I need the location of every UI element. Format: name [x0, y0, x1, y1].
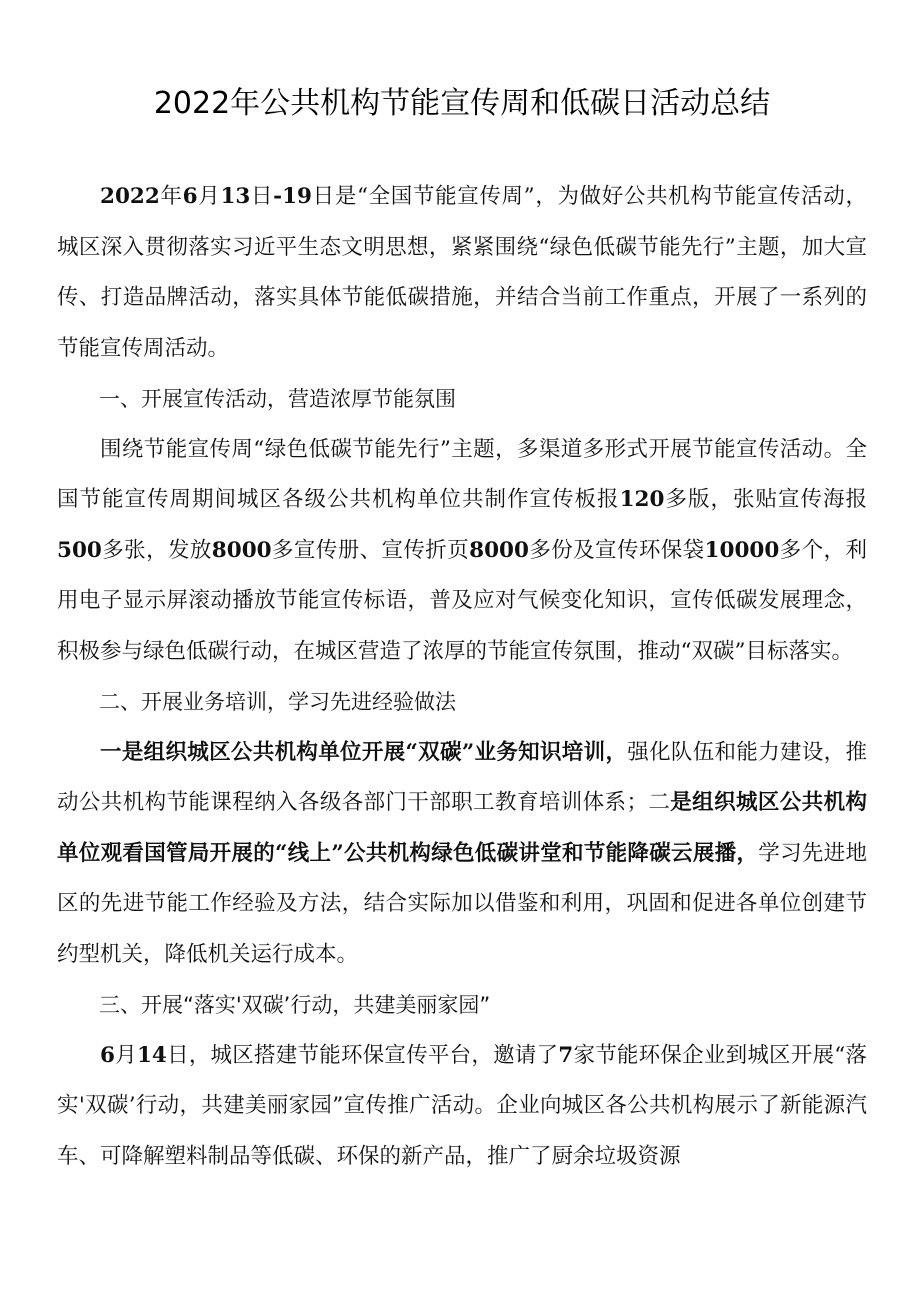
section1-paragraph [57, 425, 867, 678]
section3-paragraph [57, 1031, 867, 1183]
intro-day-end: -19 [273, 184, 313, 209]
intro-text-2: 月 [197, 184, 221, 209]
section1-num-bags: 10000 [704, 537, 780, 563]
document-title: 2022年公共机构节能宣传周和低碳日活动总结 [153, 86, 771, 121]
section3-company-count: 7 [558, 1042, 574, 1068]
section1-num-leaflets: 8000 [469, 537, 529, 563]
section2-text-2: 学习先进地区的先进节能工作经验及方法，结合实际加以借鉴和利用，巩固和促进各单位创建节约型机关，降低机关运行成本。 [57, 840, 867, 967]
intro-text-1: 年 [159, 184, 183, 209]
intro-month: 6 [182, 184, 198, 209]
document-body [57, 172, 867, 1182]
intro-paragraph [57, 172, 867, 374]
section1-num-boards: 120 [619, 487, 665, 512]
section3-heading: 三、开展“落实'双碳’行动，共建美丽家园” [99, 993, 491, 1017]
section1-text-3: 多张，发放 [101, 537, 212, 563]
section2-bold-1: 一是组织城区公共机构单位开展“双碳”业务知识培训， [100, 739, 628, 765]
section2-bold-2: 是组织城区公共机构单位观看国管局开展的“线上”公共机构绿色低碳讲堂和节能降碳云展播， [57, 790, 867, 866]
intro-text-4: 日是“全国节能宣传周”，为做好公共机构节能宣传活动，城区深入贯彻落实习近平生态文明思想，紧紧围绕“绿色低碳节能先行”主题，加大宣传、打造品牌活动，落实具体节能低碳措施，并结合当前工作重点，开展了一系列的节能宣传周活动。 [57, 184, 867, 361]
section3-day: 14 [136, 1042, 167, 1068]
intro-text-3: 日 [250, 184, 274, 209]
section1-text-5: 多份及宣传环保袋 [528, 537, 705, 563]
intro-day-start: 13 [220, 184, 251, 209]
section1-text-1: 围绕节能宣传周“绿色低碳节能先行”主题，多渠道多形式开展节能宣传活动。全国节能宣传周期间城区各级公共机构单位共制作宣传板报 [57, 436, 867, 512]
section1-text-6: 多个，利用电子显示屏滚动播放节能宣传标语，普及应对气候变化知识，宣传低碳发展理念，积极参与绿色低碳行动，在城区营造了浓厚的节能宣传氛围，推动“双碳”目标落实。 [57, 537, 867, 664]
section2-heading: 二、开展业务培训，学习先进经验做法 [99, 690, 456, 714]
section2-paragraph [57, 728, 867, 981]
section3-month: 6 [100, 1042, 115, 1068]
section1-num-brochures: 8000 [211, 537, 272, 563]
section1-heading: 一、开展宣传活动，营造浓厚节能氛围 [99, 387, 456, 411]
section1-num-posters: 500 [57, 537, 102, 563]
section3-text-3: 家节能环保企业到城区开展“落实'双碳’行动，共建美丽家园”宣传推广活动。企业向城区各公共机构展示了新能源汽车、可降解塑料制品等低碳、环保的新产品，推广了厨余垃圾资源 [57, 1042, 867, 1169]
section2-text-1: 强化队伍和能力建设，推动公共机构节能课程纳入各级各部门干部职工教育培训体系；二 [57, 739, 867, 815]
section1-text-4: 多宣传册、宣传折页 [271, 537, 470, 563]
section3-text-2: 日，城区搭建节能环保宣传平台，邀请了 [166, 1042, 559, 1068]
section1-text-2: 多版，张贴宣传海报 [664, 487, 867, 512]
section3-text-1: 月 [114, 1042, 137, 1068]
intro-year: 2022 [100, 184, 160, 209]
